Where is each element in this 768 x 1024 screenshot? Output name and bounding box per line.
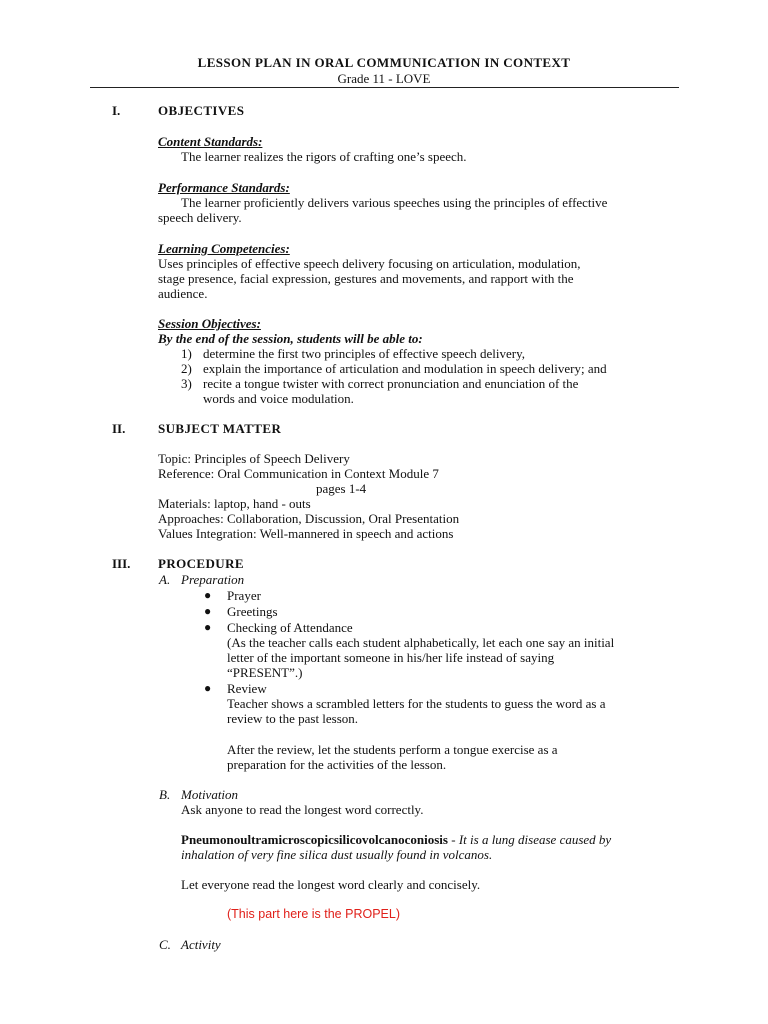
attendance-note-1: (As the teacher calls each student alphabetically, let each one say an initial (227, 635, 615, 650)
objective-item-text-cont: words and voice modulation. (203, 391, 354, 406)
bullet-icon: ● (204, 681, 212, 695)
bullet-review: Review (227, 681, 267, 696)
objective-item-text: determine the first two principles of effective speech delivery, (203, 346, 525, 361)
procedure-c-letter: C. (159, 937, 171, 952)
content-standards-label: Content Standards: (158, 134, 263, 149)
header-rule (90, 87, 679, 88)
bullet-prayer: Prayer (227, 588, 261, 603)
word-definition-1: It is a lung disease caused by (458, 832, 612, 847)
review-note-1: Teacher shows a scrambled letters for the students to guess the word as a (227, 696, 606, 711)
learning-competencies-text-3: audience. (158, 286, 208, 301)
subject-reference: Reference: Oral Communication in Context Module 7 (158, 466, 439, 481)
procedure-c-label: Activity (181, 937, 221, 952)
word-dash: - (447, 832, 459, 847)
longest-word-line (181, 832, 611, 847)
performance-standards-label: Performance Standards: (158, 180, 290, 195)
subject-pages: pages 1-4 (316, 481, 367, 496)
objective-item-text: recite a tongue twister with correct pronunciation and enunciation of the (203, 376, 579, 391)
learning-competencies-text-2: stage presence, facial expression, gestures and movements, and rapport with the (158, 271, 574, 286)
section-heading-objectives: OBJECTIVES (158, 103, 245, 118)
read-all-text: Let everyone read the longest word clearly and concisely. (181, 877, 481, 892)
procedure-a-label: Preparation (181, 572, 245, 587)
subject-materials: Materials: laptop, hand - outs (158, 496, 311, 511)
section-heading-subject-matter: SUBJECT MATTER (158, 421, 282, 436)
section-numeral-procedure: III. (112, 556, 131, 571)
after-review-2: preparation for the activities of the lesson. (227, 757, 447, 772)
learning-competencies-text-1: Uses principles of effective speech delivery focusing on articulation, modulation, (158, 256, 581, 271)
bullet-icon: ● (204, 588, 212, 602)
objective-item-number: 1) (181, 346, 192, 361)
attendance-note-3: “PRESENT”.) (227, 665, 303, 680)
performance-standards-text-2: speech delivery. (158, 210, 242, 225)
review-note-2: review to the past lesson. (227, 711, 359, 726)
procedure-a-letter: A. (159, 572, 171, 587)
longest-word: Pneumonoultramicroscopicsilicovolcanoconiosis (181, 832, 448, 847)
objective-item-text: explain the importance of articulation and modulation in speech delivery; and (203, 361, 607, 376)
session-objectives-intro: By the end of the session, students will be able to: (158, 331, 423, 346)
bullet-attendance: Checking of Attendance (227, 620, 353, 635)
bullet-icon: ● (204, 604, 212, 618)
subject-approaches: Approaches: Collaboration, Discussion, Oral Presentation (158, 511, 460, 526)
attendance-note-2: letter of the important someone in his/her life instead of saying (227, 650, 555, 665)
procedure-b-letter: B. (159, 787, 171, 802)
procedure-b-label: Motivation (181, 787, 239, 802)
section-numeral-objectives: I. (112, 103, 121, 118)
subject-topic: Topic: Principles of Speech Delivery (158, 451, 350, 466)
learning-competencies-label: Learning Competencies: (158, 241, 290, 256)
document-title: LESSON PLAN IN ORAL COMMUNICATION IN CONTEXT (197, 55, 571, 70)
objective-item-number: 2) (181, 361, 192, 376)
content-standards-text: The learner realizes the rigors of crafting one’s speech. (181, 149, 467, 164)
objective-item-number: 3) (181, 376, 192, 391)
bullet-greetings: Greetings (227, 604, 278, 619)
section-numeral-subject-matter: II. (112, 421, 126, 436)
motivation-text: Ask anyone to read the longest word correctly. (181, 802, 424, 817)
propel-note: (This part here is the PROPEL) (227, 907, 400, 921)
performance-standards-text-1: The learner proficiently delivers various speeches using the principles of effective (181, 195, 608, 210)
word-definition-2: inhalation of very fine silica dust usually found in volcanos. (181, 847, 493, 862)
after-review-1: After the review, let the students perform a tongue exercise as a (227, 742, 558, 757)
session-objectives-label: Session Objectives: (158, 316, 261, 331)
document-subtitle: Grade 11 - LOVE (337, 71, 431, 86)
bullet-icon: ● (204, 620, 212, 634)
subject-values: Values Integration: Well-mannered in speech and actions (158, 526, 454, 541)
section-heading-procedure: PROCEDURE (158, 556, 244, 571)
